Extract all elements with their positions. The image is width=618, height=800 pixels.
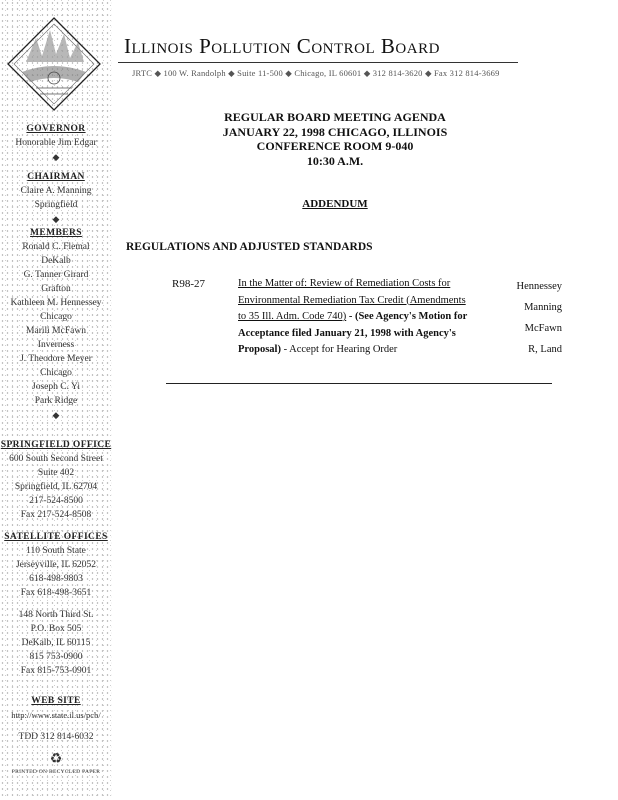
member-name: Ronald C. Flemal	[22, 242, 90, 252]
recycle-icon: ♻	[49, 752, 63, 767]
address-line: 110 South State	[26, 546, 86, 556]
member-name: Marili McFawn	[26, 326, 86, 336]
chairman-block	[0, 170, 112, 226]
member-name: G. Tanner Girard	[23, 270, 89, 280]
item-member: Manning	[524, 302, 562, 313]
member-city: Park Ridge	[34, 396, 78, 406]
address-line: DeKalb, IL 60115	[21, 638, 91, 648]
chairman-city: Springfield	[34, 200, 78, 210]
fax-line: Fax 815-753-0901	[20, 666, 92, 676]
agenda-title: REGULAR BOARD MEETING AGENDA	[224, 110, 446, 124]
item-members	[482, 276, 562, 360]
member-city: DeKalb	[41, 256, 71, 266]
title-rule	[118, 62, 518, 63]
fax-line: Fax 217-524-8508	[20, 510, 92, 520]
board-seal-logo	[6, 16, 102, 112]
item-description-title: In the Matter of: Review of Remediation Costs for Environmental Remediation Tax Credit (Amendments to 35 Ill. Adm. Code 740)	[238, 278, 466, 322]
agenda-time: 10:30 A.M.	[306, 153, 364, 168]
members-label: MEMBERS	[30, 228, 82, 238]
address-line: Jerseyville, IL 62052	[15, 560, 97, 570]
member-city: Grafton	[41, 284, 71, 294]
chairman-name: Claire A. Manning	[20, 186, 92, 196]
phone-line: 217-524-8500	[29, 496, 83, 506]
address-line: Springfield, IL 62704	[14, 482, 98, 492]
phone-line: 815 753-0900	[29, 652, 83, 662]
board-address: JRTC ◆ 100 W. Randolph ◆ Suite 11-500 ◆ Chicago, IL 60601 ◆ 312 814-3620 ◆ Fax 312 814-3669	[132, 68, 500, 78]
satellite-offices-label: SATELLITE OFFICES	[4, 532, 108, 542]
governor-block	[0, 122, 112, 164]
satellite-office-2-block	[0, 608, 112, 678]
agenda-heading	[150, 110, 520, 168]
members-block	[0, 226, 112, 422]
item-member: McFawn	[524, 323, 562, 334]
section-title: REGULATIONS AND ADJUSTED STANDARDS	[126, 241, 373, 253]
fax-line: Fax 618-498-3651	[20, 588, 92, 598]
recycled-block	[0, 752, 112, 776]
member-name: Joseph C. Yi	[32, 382, 80, 392]
member-city: Chicago	[40, 312, 72, 322]
member-name: J. Theodore Meyer	[20, 354, 92, 364]
address-line: Suite 402	[37, 468, 75, 478]
chairman-label: CHAIRMAN	[27, 172, 85, 182]
member-name: Kathleen M. Hennessey	[10, 298, 102, 308]
governor-name: Honorable Jim Edgar	[15, 138, 97, 148]
tdd-line: TDD 312 814-6032	[18, 732, 94, 742]
item-member: R, Land	[528, 344, 562, 355]
web-site-link[interactable]: http://www.state.il.us/pcb/	[11, 710, 101, 720]
address-line: 600 South Second Street	[9, 454, 103, 464]
item-number: R98-27	[172, 278, 205, 290]
item-member: Hennessey	[516, 281, 562, 292]
web-site-label: WEB SITE	[31, 696, 81, 706]
member-city: Chicago	[40, 368, 72, 378]
item-description	[238, 276, 474, 359]
agenda-date-location: JANUARY 22, 1998 CHICAGO, ILLINOIS	[222, 124, 448, 139]
diamond-icon: ◆	[52, 152, 60, 162]
web-site-block	[0, 694, 112, 722]
address-line: P.O. Box 505	[30, 624, 82, 634]
item-description-note: - (See Agency's Motion for Acceptance filed January 21, 1998 with Agency's Proposal)	[238, 311, 468, 355]
springfield-office-label: SPRINGFIELD OFFICE	[0, 440, 112, 450]
satellite-offices-block	[0, 530, 112, 600]
board-title: Illinois Pollution Control Board	[124, 34, 440, 58]
agenda-room: CONFERENCE ROOM 9-040	[256, 139, 414, 153]
springfield-office-block	[0, 438, 112, 522]
member-city: Inverness	[37, 340, 75, 350]
diamond-icon: ◆	[52, 214, 60, 224]
recycled-paper-note: PRINTED ON RECYCLED PAPER	[11, 769, 101, 775]
diamond-icon: ◆	[52, 410, 60, 420]
address-line: 148 North Third St.	[18, 610, 94, 620]
section-bottom-rule	[166, 383, 552, 384]
sidebar	[0, 0, 112, 800]
addendum-heading: ADDENDUM	[302, 198, 368, 210]
phone-line: 618-498-9803	[29, 574, 83, 584]
item-description-action: - Accept for Hearing Order	[280, 344, 398, 355]
governor-label: GOVERNOR	[26, 124, 86, 134]
